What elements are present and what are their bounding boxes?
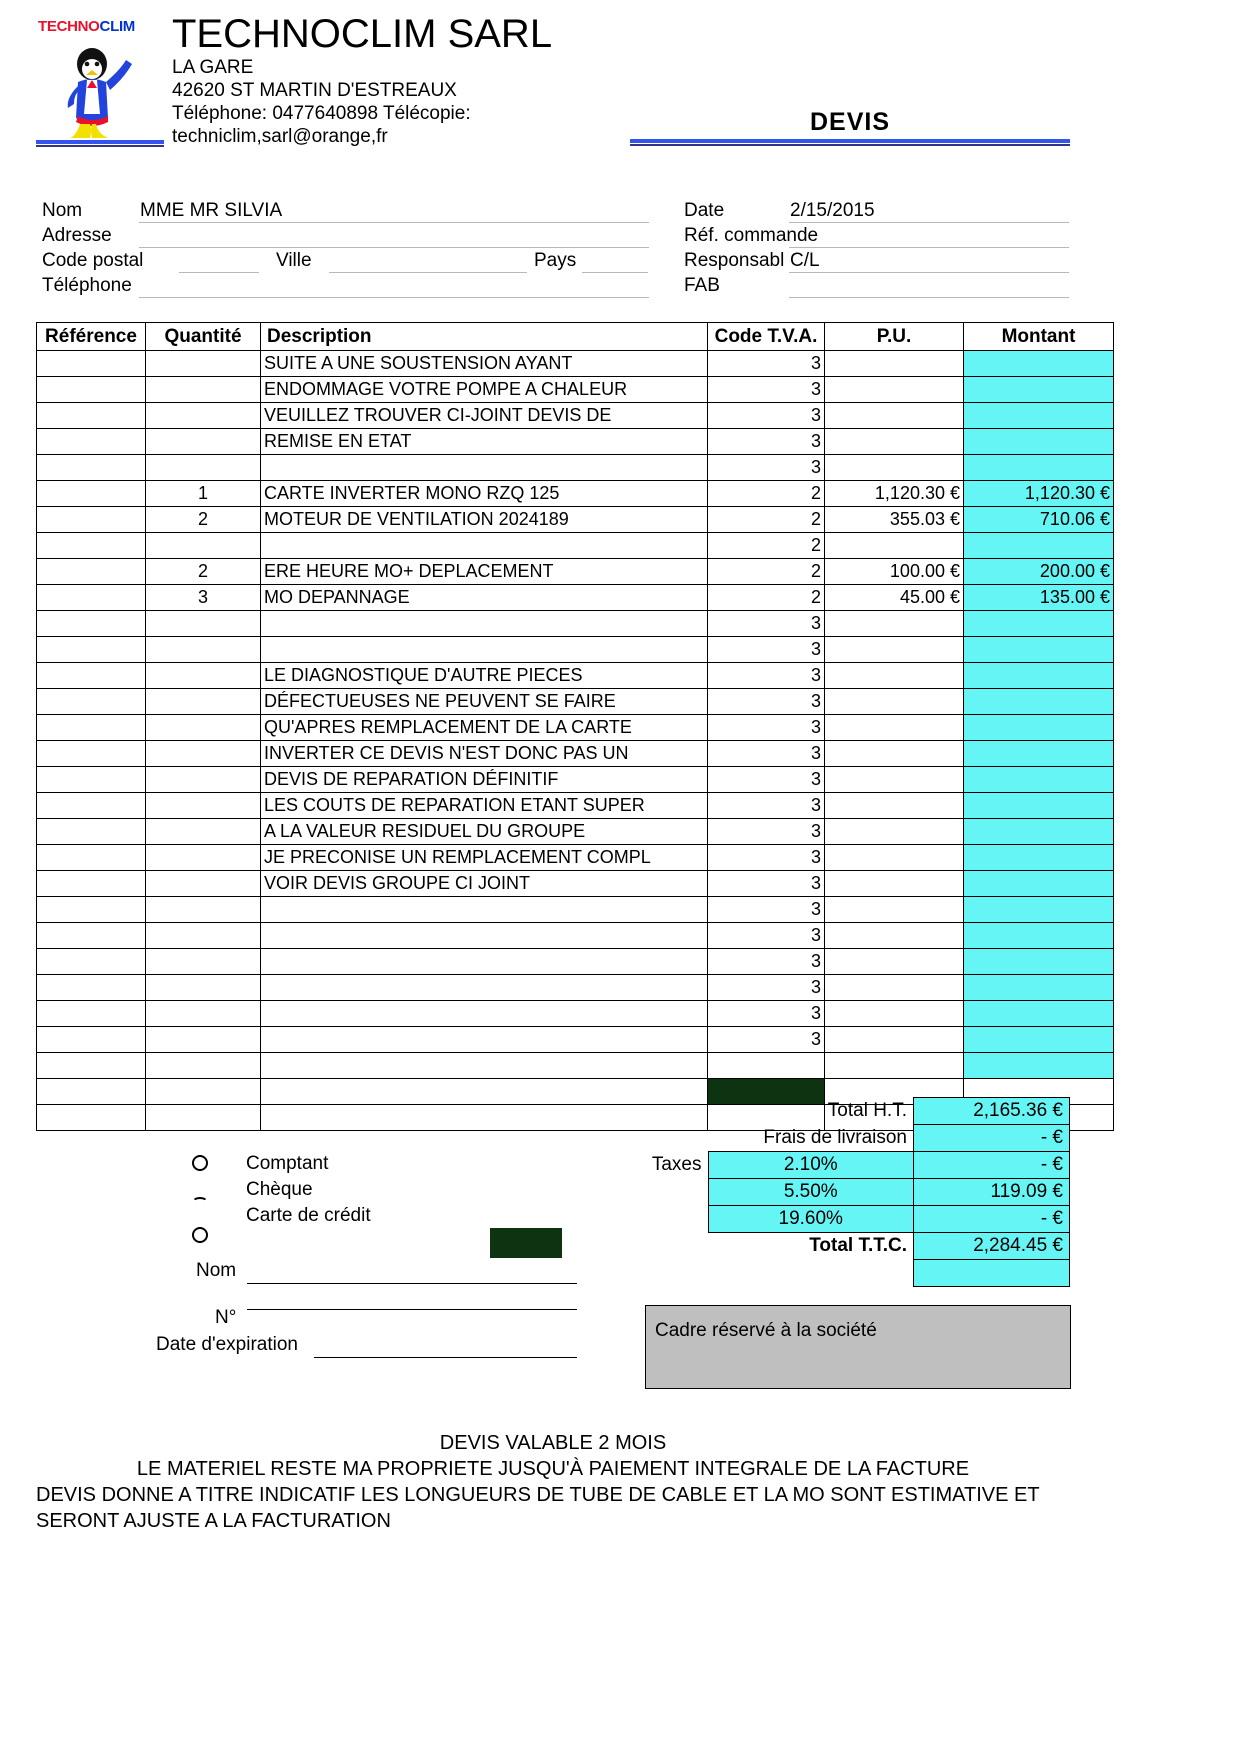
totals-spacer-row <box>616 1260 1070 1287</box>
line-adresse <box>139 247 649 248</box>
cell-reference[interactable] <box>37 1053 146 1079</box>
cell-quantite[interactable]: 1 <box>146 481 261 507</box>
cell-code-tva[interactable]: 3 <box>708 403 825 429</box>
cell-montant[interactable] <box>964 455 1114 481</box>
cell-pu[interactable] <box>825 429 964 455</box>
cell-description[interactable]: A LA VALEUR RESIDUEL DU GROUPE <box>261 819 708 845</box>
label-fab: FAB <box>684 275 720 296</box>
cell-quantite[interactable]: 2 <box>146 507 261 533</box>
tax-rate-1: 2.10% <box>708 1152 914 1179</box>
company-phone-fax: Téléphone: 0477640898 Télécopie: <box>172 103 471 124</box>
label-ville: Ville <box>276 250 312 271</box>
table-row <box>37 975 1114 1001</box>
line-ref-commande <box>789 247 1069 248</box>
cell-description[interactable] <box>261 1053 708 1079</box>
cell-pu[interactable] <box>825 351 964 377</box>
frais-livraison-label: Frais de livraison <box>763 1126 907 1148</box>
cell-montant[interactable] <box>964 741 1114 767</box>
customer-order-fields <box>0 190 1241 305</box>
cell-reference[interactable] <box>37 715 146 741</box>
cell-montant[interactable]: 710.06 € <box>964 507 1114 533</box>
cell-pu[interactable] <box>825 897 964 923</box>
cell-description[interactable] <box>261 949 708 975</box>
table-header-row <box>37 323 1114 351</box>
cell-quantite[interactable] <box>146 455 261 481</box>
table-row <box>37 897 1114 923</box>
cell-reference[interactable] <box>37 1105 146 1131</box>
cell-pu[interactable] <box>825 663 964 689</box>
cell-quantite[interactable]: 2 <box>146 559 261 585</box>
cell-reference[interactable] <box>37 767 146 793</box>
company-address-line-1: LA GARE <box>172 57 254 78</box>
cell-reference[interactable] <box>37 975 146 1001</box>
cell-montant[interactable] <box>964 819 1114 845</box>
line-fab <box>789 297 1069 298</box>
label-code-postal: Code postal <box>42 250 144 271</box>
cell-code-tva[interactable] <box>708 1053 825 1079</box>
totals-table <box>616 1097 1070 1287</box>
tax-row-1 <box>616 1152 1070 1179</box>
column-header-montant: Montant <box>964 323 1114 351</box>
cell-code-tva[interactable]: 3 <box>708 871 825 897</box>
label-responsable: Responsabl <box>684 250 785 271</box>
cell-montant[interactable] <box>964 793 1114 819</box>
cell-code-tva[interactable]: 3 <box>708 819 825 845</box>
cell-reference[interactable] <box>37 1001 146 1027</box>
penguin-mascot-icon <box>56 42 142 142</box>
cell-description[interactable] <box>261 455 708 481</box>
cell-montant[interactable] <box>964 377 1114 403</box>
cell-quantite[interactable] <box>146 429 261 455</box>
cell-reference[interactable] <box>37 611 146 637</box>
header-rule-left <box>36 140 164 147</box>
cell-pu[interactable] <box>825 611 964 637</box>
cell-reference[interactable] <box>37 663 146 689</box>
cell-quantite[interactable] <box>146 1053 261 1079</box>
cell-description[interactable] <box>261 975 708 1001</box>
cell-description[interactable]: CARTE INVERTER MONO RZQ 125 <box>261 481 708 507</box>
table-row <box>37 481 1114 507</box>
cell-quantite[interactable] <box>146 767 261 793</box>
cell-pu[interactable] <box>825 377 964 403</box>
cell-quantite[interactable] <box>146 1105 261 1131</box>
cell-description[interactable] <box>261 923 708 949</box>
cell-reference[interactable] <box>37 949 146 975</box>
tax-amount-3: - € <box>914 1206 1070 1233</box>
page-title: DEVIS <box>809 108 891 136</box>
cell-code-tva[interactable]: 3 <box>708 845 825 871</box>
cell-quantite[interactable] <box>146 403 261 429</box>
cell-montant[interactable]: 135.00 € <box>964 585 1114 611</box>
footer-line-3: DEVIS DONNE A TITRE INDICATIF LES LONGUEURS DE TUBE DE CABLE ET LA MO SONT ESTIMATIVE ET <box>36 1484 1040 1506</box>
cell-description[interactable]: REMISE EN ETAT <box>261 429 708 455</box>
cell-code-tva[interactable]: 3 <box>708 377 825 403</box>
cell-description[interactable] <box>261 897 708 923</box>
cell-code-tva[interactable]: 3 <box>708 741 825 767</box>
cell-pu[interactable] <box>825 871 964 897</box>
cell-pu[interactable]: 45.00 € <box>825 585 964 611</box>
cell-montant[interactable] <box>964 1027 1114 1053</box>
line-nom <box>139 222 649 223</box>
cell-reference[interactable] <box>37 507 146 533</box>
cell-description[interactable] <box>261 1027 708 1053</box>
table-row <box>37 767 1114 793</box>
label-ref-commande: Réf. commande <box>684 225 819 246</box>
column-header-reference: Référence <box>37 323 146 351</box>
cell-quantite[interactable] <box>146 1027 261 1053</box>
label-telephone: Téléphone <box>42 275 132 296</box>
reserved-box-label: Cadre réservé à la société <box>655 1320 877 1341</box>
cell-montant[interactable] <box>964 975 1114 1001</box>
column-header-description: Description <box>261 323 708 351</box>
cell-montant[interactable] <box>964 923 1114 949</box>
frais-livraison-row <box>616 1125 1070 1152</box>
table-row <box>37 1027 1114 1053</box>
cell-pu[interactable]: 1,120.30 € <box>825 481 964 507</box>
line-telephone <box>139 297 649 298</box>
cell-montant[interactable] <box>964 429 1114 455</box>
cell-quantite[interactable] <box>146 1001 261 1027</box>
cell-pu[interactable]: 100.00 € <box>825 559 964 585</box>
cell-montant[interactable] <box>964 637 1114 663</box>
cell-code-tva[interactable]: 3 <box>708 689 825 715</box>
cell-reference[interactable] <box>37 533 146 559</box>
cell-montant[interactable] <box>964 663 1114 689</box>
cell-reference[interactable] <box>37 403 146 429</box>
line-responsable <box>789 272 1069 273</box>
tax-rate-2: 5.50% <box>708 1179 914 1206</box>
cell-pu[interactable] <box>825 689 964 715</box>
table-row <box>37 923 1114 949</box>
cell-code-tva[interactable]: 3 <box>708 351 825 377</box>
cell-code-tva[interactable]: 2 <box>708 559 825 585</box>
cell-pu[interactable]: 355.03 € <box>825 507 964 533</box>
radio-cheque[interactable] <box>192 1197 208 1207</box>
radio-carte-credit[interactable] <box>192 1227 208 1243</box>
cell-montant[interactable] <box>964 351 1114 377</box>
table-row <box>37 455 1114 481</box>
cell-quantite[interactable] <box>146 741 261 767</box>
total-ht-label: Total H.T. <box>827 1100 907 1121</box>
cell-quantite[interactable] <box>146 351 261 377</box>
cell-reference[interactable] <box>37 845 146 871</box>
company-email: techniclim,sarl@orange,fr <box>172 126 388 147</box>
table-row <box>37 533 1114 559</box>
cell-description[interactable]: QU'APRES REMPLACEMENT DE LA CARTE <box>261 715 708 741</box>
label-adresse: Adresse <box>42 225 112 246</box>
company-address-line-2: 42620 ST MARTIN D'ESTREAUX <box>172 80 457 101</box>
tax-rate-3: 19.60% <box>708 1206 914 1233</box>
table-row <box>37 689 1114 715</box>
cell-quantite[interactable] <box>146 637 261 663</box>
document-header <box>0 0 1241 170</box>
cell-montant[interactable]: 200.00 € <box>964 559 1114 585</box>
table-row <box>37 1053 1114 1079</box>
table-row <box>37 403 1114 429</box>
cell-description[interactable] <box>261 637 708 663</box>
label-nom: Nom <box>42 200 83 221</box>
cell-code-tva[interactable]: 3 <box>708 611 825 637</box>
cell-code-tva[interactable]: 2 <box>708 533 825 559</box>
tax-amount-1: - € <box>914 1152 1070 1179</box>
cell-description[interactable]: DÉFECTUEUSES NE PEUVENT SE FAIRE <box>261 689 708 715</box>
table-body <box>37 351 1114 1131</box>
cell-description[interactable]: SUITE A UNE SOUSTENSION AYANT <box>261 351 708 377</box>
cell-reference[interactable] <box>37 351 146 377</box>
cell-code-tva[interactable]: 3 <box>708 637 825 663</box>
cell-reference[interactable] <box>37 455 146 481</box>
cell-quantite[interactable] <box>146 1079 261 1105</box>
cell-pu[interactable] <box>825 533 964 559</box>
cell-description[interactable]: ENDOMMAGE VOTRE POMPE A CHALEUR <box>261 377 708 403</box>
cell-pu[interactable] <box>825 767 964 793</box>
cell-reference[interactable] <box>37 559 146 585</box>
cell-quantite[interactable] <box>146 689 261 715</box>
cell-description[interactable]: MOTEUR DE VENTILATION 2024189 <box>261 507 708 533</box>
cell-code-tva[interactable]: 2 <box>708 481 825 507</box>
reserved-box <box>645 1305 1071 1389</box>
payment-nom-line[interactable] <box>247 1283 577 1284</box>
table-row <box>37 559 1114 585</box>
cell-quantite[interactable] <box>146 715 261 741</box>
payment-numero-line[interactable] <box>247 1309 577 1310</box>
cell-description[interactable] <box>261 611 708 637</box>
line-pays <box>582 272 648 273</box>
table-row <box>37 949 1114 975</box>
line-items-table <box>36 322 1114 1131</box>
total-ttc-label: Total T.T.C. <box>809 1235 907 1257</box>
footer-line-1: DEVIS VALABLE 2 MOIS <box>439 1432 667 1454</box>
payment-expiration-line[interactable] <box>314 1357 577 1358</box>
cell-reference[interactable] <box>37 585 146 611</box>
value-date[interactable]: 2/15/2015 <box>790 200 875 221</box>
company-logo <box>38 18 158 143</box>
cell-pu[interactable] <box>825 1001 964 1027</box>
cell-quantite[interactable] <box>146 871 261 897</box>
cell-description[interactable]: DEVIS DE REPARATION DÉFINITIF <box>261 767 708 793</box>
cell-pu[interactable] <box>825 819 964 845</box>
cell-reference[interactable] <box>37 923 146 949</box>
logo-wordmark-techno: TECHNO <box>38 18 100 35</box>
cell-code-tva[interactable]: 3 <box>708 455 825 481</box>
payment-expiration-label: Date d'expiration <box>156 1334 298 1355</box>
table-row <box>37 715 1114 741</box>
taxes-label: Taxes <box>651 1154 702 1175</box>
tax-row-3 <box>616 1206 1070 1233</box>
footer-line-4: SERONT AJUSTE A LA FACTURATION <box>36 1510 391 1532</box>
column-header-quantite: Quantité <box>146 323 261 351</box>
table-row <box>37 377 1114 403</box>
cell-montant[interactable] <box>964 533 1114 559</box>
cell-quantite[interactable] <box>146 949 261 975</box>
table-row <box>37 429 1114 455</box>
cell-code-tva[interactable]: 3 <box>708 897 825 923</box>
cell-pu[interactable] <box>825 637 964 663</box>
cell-code-tva[interactable]: 3 <box>708 793 825 819</box>
cell-pu[interactable] <box>825 793 964 819</box>
cell-quantite[interactable] <box>146 923 261 949</box>
cell-reference[interactable] <box>37 819 146 845</box>
cell-description[interactable]: ERE HEURE MO+ DEPLACEMENT <box>261 559 708 585</box>
totals-empty-cell <box>914 1260 1070 1287</box>
table-row <box>37 1001 1114 1027</box>
cell-reference[interactable] <box>37 637 146 663</box>
payment-green-block <box>490 1228 562 1258</box>
table-row <box>37 793 1114 819</box>
cell-pu[interactable] <box>825 975 964 1001</box>
line-date <box>789 222 1069 223</box>
company-name: TECHNOCLIM SARL <box>172 12 553 56</box>
cell-montant[interactable] <box>964 1053 1114 1079</box>
cell-description[interactable]: MO DEPANNAGE <box>261 585 708 611</box>
value-nom[interactable]: MME MR SILVIA <box>140 200 283 221</box>
cell-quantite[interactable] <box>146 611 261 637</box>
cell-montant[interactable] <box>964 403 1114 429</box>
payment-option-cheque[interactable]: Chèque <box>246 1179 313 1200</box>
cell-reference[interactable] <box>37 689 146 715</box>
frais-livraison-value: - € <box>914 1125 1070 1152</box>
cell-code-tva[interactable]: 3 <box>708 1027 825 1053</box>
cell-montant[interactable] <box>964 871 1114 897</box>
cell-quantite[interactable] <box>146 975 261 1001</box>
total-ht-value: 2,165.36 € <box>914 1098 1070 1125</box>
logo-wordmark <box>38 18 158 35</box>
table-row <box>37 819 1114 845</box>
cell-pu[interactable] <box>825 1027 964 1053</box>
cell-quantite[interactable] <box>146 377 261 403</box>
line-ville <box>329 272 527 273</box>
document-footer <box>36 1430 1070 1534</box>
line-code-postal <box>179 272 259 273</box>
cell-montant[interactable] <box>964 1001 1114 1027</box>
total-ht-row <box>616 1098 1070 1125</box>
cell-montant[interactable] <box>964 949 1114 975</box>
cell-quantite[interactable] <box>146 845 261 871</box>
total-ttc-value: 2,284.45 € <box>914 1233 1070 1260</box>
label-pays: Pays <box>534 250 577 271</box>
cell-code-tva[interactable]: 3 <box>708 429 825 455</box>
cell-pu[interactable] <box>825 715 964 741</box>
table-row <box>37 507 1114 533</box>
cell-montant[interactable] <box>964 897 1114 923</box>
cell-montant[interactable] <box>964 689 1114 715</box>
cell-reference[interactable] <box>37 793 146 819</box>
cell-reference[interactable] <box>37 429 146 455</box>
cell-quantite[interactable] <box>146 897 261 923</box>
cell-montant[interactable]: 1,120.30 € <box>964 481 1114 507</box>
table-row <box>37 585 1114 611</box>
cell-code-tva[interactable]: 2 <box>708 585 825 611</box>
cell-description[interactable]: JE PRECONISE UN REMPLACEMENT COMPL <box>261 845 708 871</box>
table-row <box>37 845 1114 871</box>
cell-pu[interactable] <box>825 741 964 767</box>
table-row <box>37 871 1114 897</box>
column-header-code-tva: Code T.V.A. <box>708 323 825 351</box>
cell-code-tva[interactable]: 3 <box>708 949 825 975</box>
cell-description[interactable]: LE DIAGNOSTIQUE D'AUTRE PIECES <box>261 663 708 689</box>
value-responsable[interactable]: C/L <box>790 250 820 271</box>
cell-description[interactable]: VOIR DEVIS GROUPE CI JOINT <box>261 871 708 897</box>
cell-description[interactable]: INVERTER CE DEVIS N'EST DONC PAS UN <box>261 741 708 767</box>
tax-amount-2: 119.09 € <box>914 1179 1070 1206</box>
cell-pu[interactable] <box>825 923 964 949</box>
label-date: Date <box>684 200 725 221</box>
payment-option-carte-credit[interactable]: Carte de crédit <box>246 1205 371 1226</box>
cell-description[interactable] <box>261 1001 708 1027</box>
cell-reference[interactable] <box>37 871 146 897</box>
cell-pu[interactable] <box>825 403 964 429</box>
table-row <box>37 611 1114 637</box>
payment-option-comptant[interactable]: Comptant <box>246 1153 329 1174</box>
cell-quantite[interactable] <box>146 663 261 689</box>
cell-pu[interactable] <box>825 1053 964 1079</box>
table-row <box>37 741 1114 767</box>
cell-description[interactable] <box>261 533 708 559</box>
cell-quantite[interactable] <box>146 533 261 559</box>
cell-reference[interactable] <box>37 377 146 403</box>
cell-pu[interactable] <box>825 455 964 481</box>
cell-code-tva[interactable]: 3 <box>708 923 825 949</box>
cell-pu[interactable] <box>825 949 964 975</box>
cell-reference[interactable] <box>37 481 146 507</box>
payment-nom-label: Nom <box>196 1260 237 1281</box>
cell-montant[interactable] <box>964 611 1114 637</box>
table-row <box>37 351 1114 377</box>
radio-comptant[interactable] <box>192 1155 208 1171</box>
column-header-pu: P.U. <box>825 323 964 351</box>
cell-code-tva[interactable]: 2 <box>708 507 825 533</box>
cell-code-tva[interactable]: 3 <box>708 767 825 793</box>
cell-quantite[interactable] <box>146 819 261 845</box>
cell-code-tva[interactable]: 3 <box>708 1001 825 1027</box>
cell-reference[interactable] <box>37 897 146 923</box>
total-ttc-row <box>616 1233 1070 1260</box>
cell-code-tva[interactable]: 3 <box>708 715 825 741</box>
payment-numero-label: N° <box>215 1307 237 1328</box>
cell-description[interactable]: VEUILLEZ TROUVER CI-JOINT DEVIS DE <box>261 403 708 429</box>
cell-reference[interactable] <box>37 1079 146 1105</box>
cell-pu[interactable] <box>825 845 964 871</box>
cell-code-tva[interactable]: 3 <box>708 663 825 689</box>
cell-description[interactable]: LES COUTS DE REPARATION ETANT SUPER <box>261 793 708 819</box>
table-row <box>37 663 1114 689</box>
cell-montant[interactable] <box>964 715 1114 741</box>
footer-line-2: LE MATERIEL RESTE MA PROPRIETE JUSQU'À PAIEMENT INTEGRALE DE LA FACTURE <box>136 1458 970 1480</box>
cell-quantite[interactable] <box>146 793 261 819</box>
cell-reference[interactable] <box>37 1027 146 1053</box>
table-row <box>37 637 1114 663</box>
cell-montant[interactable] <box>964 767 1114 793</box>
company-info <box>172 12 552 148</box>
cell-montant[interactable] <box>964 845 1114 871</box>
cell-reference[interactable] <box>37 741 146 767</box>
header-rule-right <box>630 139 1070 146</box>
logo-wordmark-clim: CLIM <box>99 18 136 35</box>
tax-row-2 <box>616 1179 1070 1206</box>
cell-quantite[interactable]: 3 <box>146 585 261 611</box>
cell-code-tva[interactable]: 3 <box>708 975 825 1001</box>
